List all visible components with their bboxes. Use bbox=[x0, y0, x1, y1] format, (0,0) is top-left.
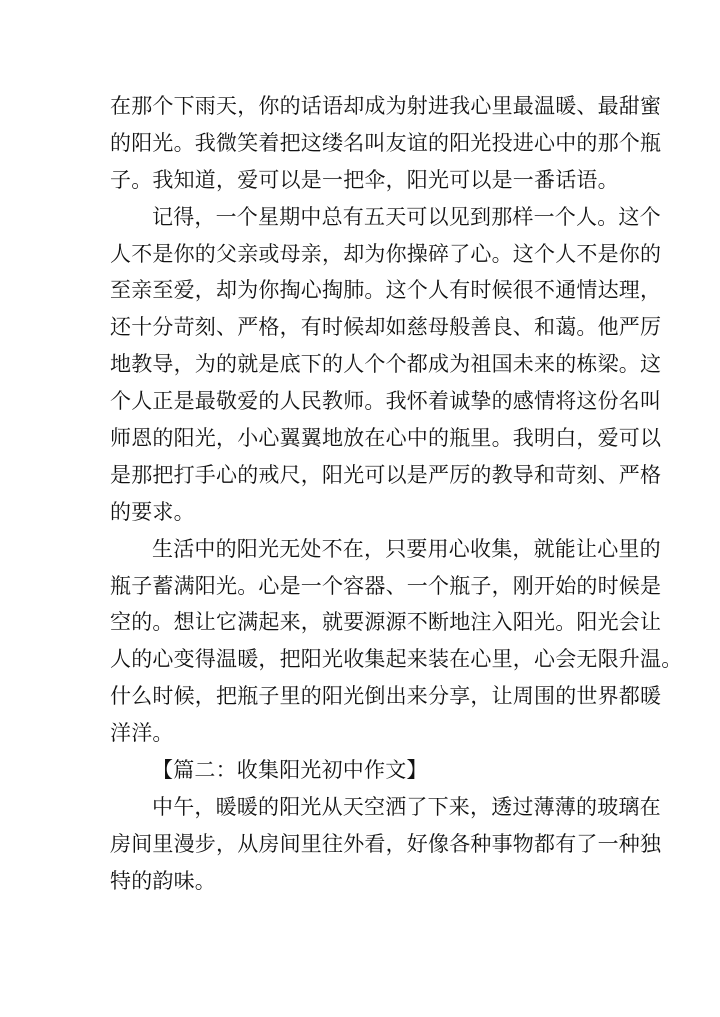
text-line: 瓶子蓄满阳光。心是一个容器、一个瓶子，刚开始的时候是 bbox=[110, 573, 662, 598]
text-line: 空的。想让它满起来，就要源源不断地注入阳光。阳光会让 bbox=[110, 610, 662, 635]
paragraph-start-line: 记得，一个星期中总有五天可以见到那样一个人。这个 bbox=[152, 204, 661, 229]
document-page bbox=[110, 88, 683, 900]
text-line: 至亲至爱，却为你掏心掏肺。这个人有时候很不通情达理， bbox=[110, 278, 662, 303]
text-line: 师恩的阳光，小心翼翼地放在心中的瓶里。我明白，爱可以 bbox=[110, 426, 662, 451]
section-heading: 【篇二：收集阳光初中作文】 bbox=[152, 758, 428, 783]
paragraph-start-line: 中午，暖暖的阳光从天空洒了下来，透过薄薄的玻璃在 bbox=[152, 794, 661, 819]
text-line: 房间里漫步，从房间里往外看，好像各种事物都有了一种独 bbox=[110, 831, 662, 856]
paragraph-start-line: 生活中的阳光无处不在，只要用心收集，就能让心里的 bbox=[152, 536, 661, 561]
text-line: 在那个下雨天，你的话语却成为射进我心里最温暖、最甜蜜 bbox=[110, 94, 662, 118]
text-line: 人的心变得温暖，把阳光收集起来装在心里，心会无限升温。 bbox=[110, 647, 683, 672]
text-line: 人不是你的父亲或母亲，却为你操碎了心。这个人不是你的 bbox=[110, 241, 662, 266]
text-line: 地教导，为的就是底下的人个个都成为祖国未来的栋梁。这 bbox=[110, 352, 662, 377]
text-line: 子。我知道，爱可以是一把伞，阳光可以是一番话语。 bbox=[110, 167, 619, 192]
text-line: 的阳光。我微笑着把这缕名叫友谊的阳光投进心中的那个瓶 bbox=[110, 130, 662, 155]
text-line: 是那把打手心的戒尺，阳光可以是严厉的教导和苛刻、严格 bbox=[110, 462, 662, 487]
text-line: 特的韵味。 bbox=[110, 868, 216, 893]
text-line: 还十分苛刻、严格，有时候却如慈母般善良、和蔼。他严厉 bbox=[110, 315, 662, 340]
text-line: 什么时候，把瓶子里的阳光倒出来分享，让周围的世界都暖 bbox=[110, 684, 662, 709]
text-line: 的要求。 bbox=[110, 499, 195, 524]
text-line: 个人正是最敬爱的人民教师。我怀着诚挚的感情将这份名叫 bbox=[110, 389, 662, 414]
text-line: 洋洋。 bbox=[110, 721, 174, 746]
